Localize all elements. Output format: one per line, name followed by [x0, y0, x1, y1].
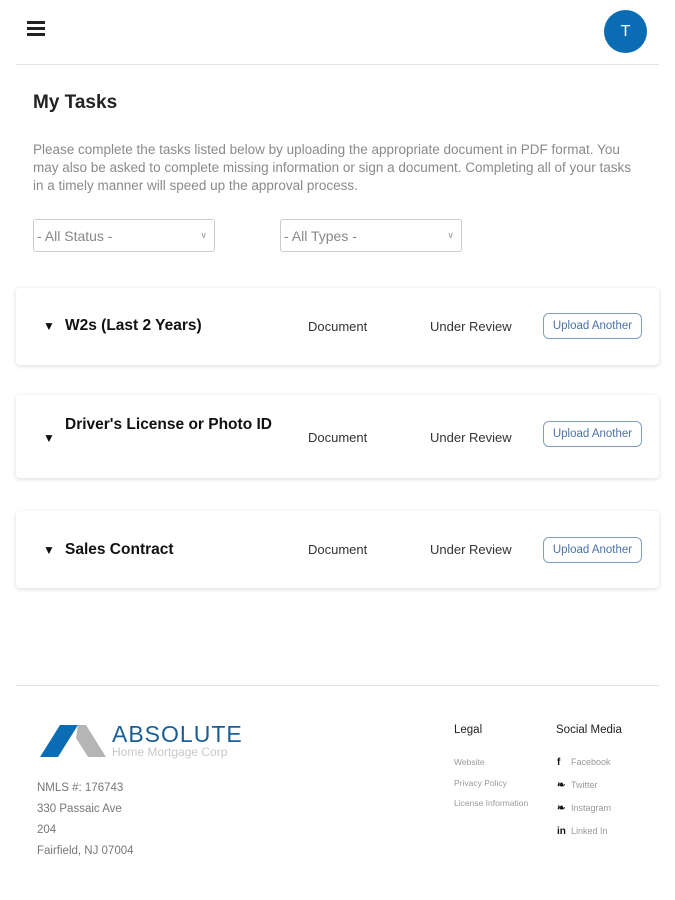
chevron-down-icon: ∨ [200, 230, 207, 240]
task-status: Under Review [430, 319, 512, 334]
task-type: Document [308, 542, 368, 557]
task-status: Under Review [430, 430, 512, 445]
facebook-icon: f [557, 757, 561, 768]
linkedin-icon: in [557, 826, 566, 837]
company-logo-mark [40, 724, 110, 758]
website-link[interactable]: Website [454, 757, 485, 767]
caret-down-icon[interactable]: ▼ [43, 319, 55, 333]
company-logo-tagline: Home Mortgage Corp [112, 745, 228, 759]
legal-heading: Legal [454, 724, 483, 736]
address-line: 330 Passaic Ave [37, 803, 122, 815]
facebook-label: Facebook [571, 757, 611, 767]
address-line: Fairfield, NJ 07004 [37, 845, 134, 857]
social-heading: Social Media [556, 724, 622, 736]
avatar[interactable] [604, 10, 647, 53]
task-name: Sales Contract [65, 541, 174, 558]
caret-down-icon[interactable]: ▼ [43, 431, 55, 445]
company-logo-name: ABSOLUTE [112, 721, 243, 747]
status-filter-value: - All Status - [37, 228, 113, 244]
upload-another-button[interactable]: Upload Another [543, 537, 642, 563]
license-information-link[interactable]: License Information [454, 798, 529, 808]
avatar-initial: T [620, 22, 631, 40]
type-filter[interactable] [280, 219, 462, 252]
page-title: My Tasks [33, 92, 118, 113]
linkedin-link[interactable] [557, 826, 608, 837]
task-status: Under Review [430, 542, 512, 557]
twitter-link[interactable] [557, 780, 598, 791]
task-type: Document [308, 319, 368, 334]
task-card [16, 511, 659, 588]
task-name: Driver's License or Photo ID [65, 416, 272, 433]
footer-divider [16, 685, 659, 686]
address-line: 204 [37, 824, 57, 836]
instagram-label: Instagram [571, 803, 612, 813]
instagram-link[interactable] [557, 803, 611, 814]
menu-icon[interactable] [27, 21, 45, 35]
chevron-down-icon: ∨ [447, 230, 454, 240]
twitter-label: Twitter [571, 780, 598, 790]
facebook-link[interactable] [557, 757, 611, 768]
linkedin-label: Linked In [571, 826, 608, 836]
task-card [16, 395, 659, 478]
instagram-icon: ❧ [557, 803, 566, 814]
nmls-number: NMLS #: 176743 [37, 782, 124, 794]
upload-another-button[interactable]: Upload Another [543, 313, 642, 339]
header-divider [16, 64, 659, 65]
task-card [16, 288, 659, 365]
twitter-icon: ❧ [557, 780, 566, 791]
caret-down-icon[interactable]: ▼ [43, 543, 55, 557]
task-type: Document [308, 430, 368, 445]
page-description: Please complete the tasks listed below by uploading the appropriate document in PDF format. You may also be asked to complete missing information or sign a document. Completing all of your tasks in a timely manner will speed up the approval process. [33, 142, 632, 193]
privacy-policy-link[interactable]: Privacy Policy [454, 778, 507, 788]
task-name: W2s (Last 2 Years) [65, 317, 202, 334]
type-filter-value: - All Types - [284, 228, 357, 244]
status-filter[interactable] [33, 219, 215, 252]
upload-another-button[interactable]: Upload Another [543, 421, 642, 447]
